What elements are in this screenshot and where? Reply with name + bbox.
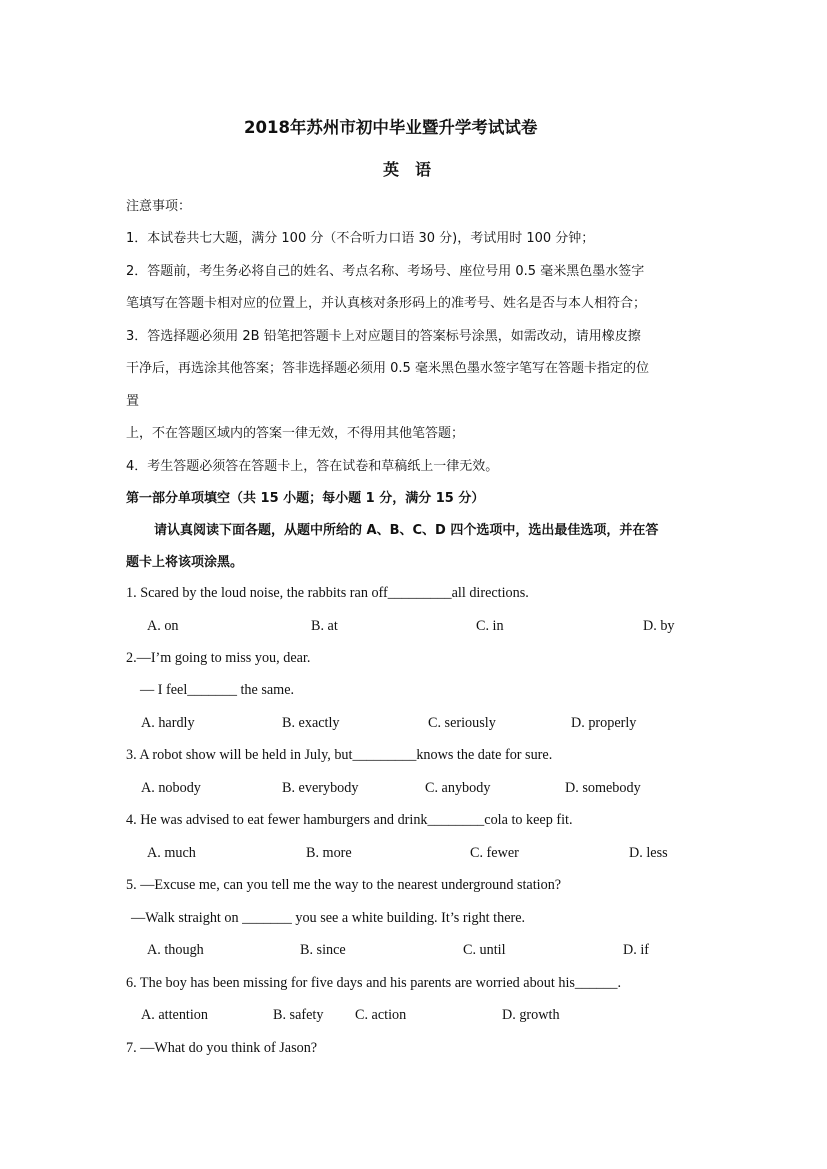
option-a: A. attention [141,1007,208,1023]
instruction-line: 题卡上将该项涂黑。 [126,555,244,570]
option-c: C. anybody [425,780,491,796]
option-c: C. fewer [470,845,519,861]
option-b: B. since [300,942,346,958]
question-stem: 5. —Excuse me, can you tell me the way to the nearest underground station? [126,877,562,893]
notice-line: 2．答题前，考生务必将自己的姓名、考点名称、考场号、座位号用 0.5 毫米黑色墨水签字 [126,264,645,279]
question-stem: 4. He was advised to eat fewer hamburgers and drink________cola to keep fit. [126,812,573,828]
question-stem: 2.—I’m going to miss you, dear. [126,650,311,666]
question-stem: 7. —What do you think of Jason? [126,1040,318,1056]
exam-title: 2018年苏州市初中毕业暨升学考试试卷 [244,118,538,137]
notice-line: 笔填写在答题卡相对应的位置上，并认真核对条形码上的准考号、姓名是否与本人相符合； [126,296,647,311]
question-stem: 1. Scared by the loud noise, the rabbits ran off_________all directions. [126,585,529,601]
notice-line: 4．考生答题必须答在答题卡上，答在试卷和草稿纸上一律无效。 [126,459,499,474]
instruction-line: 请认真阅读下面各题，从题中所给的 A、B、C、D 四个选项中，选出最佳选项，并在答 [154,523,659,538]
option-d: D. somebody [565,780,641,796]
option-b: B. more [306,845,352,861]
option-a: A. nobody [141,780,201,796]
notice-line: 干净后，再选涂其他答案；答非选择题必须用 0.5 毫米黑色墨水签字笔写在答题卡指定的位 [126,361,649,376]
part1-heading: 第一部分单项填空（共 15 小题；每小题 1 分，满分 15 分） [126,491,485,506]
question-stem: — I feel_______ the same. [140,682,295,698]
option-d: D. less [629,845,668,861]
option-d: D. by [643,618,675,634]
option-b: B. everybody [282,780,359,796]
subject-title: 英 语 [383,160,432,179]
notice-line: 3．答选择题必须用 2B 铅笔把答题卡上对应题目的答案标号涂黑，如需改动，请用橡皮擦 [126,329,641,344]
option-b: B. at [311,618,338,634]
option-d: D. growth [502,1007,560,1023]
option-c: C. until [463,942,506,958]
notice-line: 置 [126,394,140,409]
option-c: C. seriously [428,715,496,731]
option-b: B. safety [273,1007,324,1023]
option-a: A. hardly [141,715,195,731]
option-b: B. exactly [282,715,340,731]
question-stem: —Walk straight on _______ you see a white building. It’s right there. [131,910,526,926]
notice-line: 上，不在答题区域内的答案一律无效，不得用其他笔答题； [126,426,465,441]
question-stem: 6. The boy has been missing for five days and his parents are worried about his______. [126,975,622,991]
option-a: A. on [147,618,179,634]
notice-heading: 注意事项： [126,199,192,214]
option-a: A. much [147,845,196,861]
option-c: C. action [355,1007,407,1023]
option-d: D. if [623,942,650,958]
option-a: A. though [147,942,204,958]
option-d: D. properly [571,715,637,731]
question-stem: 3. A robot show will be held in July, but_________knows the date for sure. [126,747,553,763]
notice-line: 1．本试卷共七大题，满分 100 分（不合听力口语 30 分)，考试用时 100 分钟； [126,231,595,246]
option-c: C. in [476,618,504,634]
